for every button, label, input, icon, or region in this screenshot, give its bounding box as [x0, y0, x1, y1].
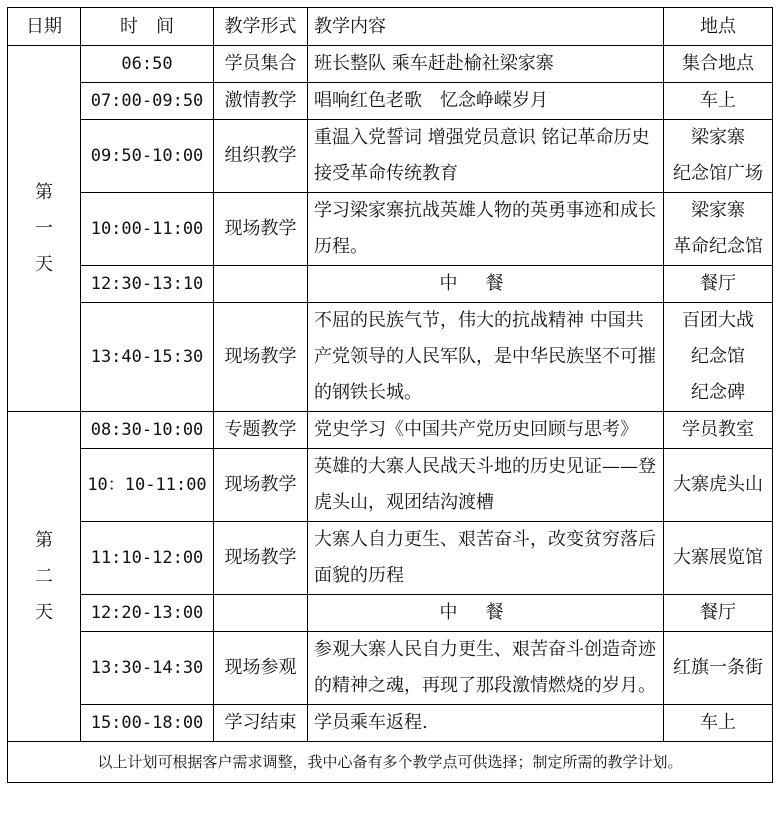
place-cell: [664, 193, 773, 266]
place-line: 革命纪念馆: [673, 236, 763, 257]
place-line: 纪念馆广场: [673, 163, 763, 184]
form-cell: [214, 595, 308, 632]
table-row: [8, 266, 773, 303]
time-cell: 06:50: [81, 46, 214, 83]
content-cell: 班长整队 乘车赶赴榆社梁家寨: [308, 46, 664, 83]
time-cell: 13:40-15:30: [81, 303, 214, 412]
footer-row: [8, 742, 773, 783]
table-row: [8, 595, 773, 632]
content-cell: 学习梁家寨抗战英雄人物的英勇事迹和成长历程。: [308, 193, 664, 266]
place-line: 梁家寨: [691, 127, 745, 148]
place-cell: [664, 522, 773, 595]
place-line: 车上: [700, 712, 736, 733]
place-line: 纪念碑: [691, 382, 745, 403]
table-row: [8, 522, 773, 595]
header-content: 教学内容: [308, 8, 664, 46]
form-cell: 激情教学: [214, 83, 308, 120]
table-row: [8, 632, 773, 705]
place-line: 梁家寨: [691, 200, 745, 221]
form-cell: 现场教学: [214, 522, 308, 595]
day-label-char: 第: [35, 529, 53, 551]
header-form: 教学形式: [214, 8, 308, 46]
form-cell: 现场参观: [214, 632, 308, 705]
place-line: 纪念馆: [691, 346, 745, 367]
content-cell: 不屈的民族气节，伟大的抗战精神 中国共产党领导的人民军队，是中华民族坚不可摧的钢铁长城。: [308, 303, 664, 412]
table-row: [8, 303, 773, 412]
day-label-char: 天: [35, 601, 53, 623]
time-cell: 10:00-11:00: [81, 193, 214, 266]
content-cell: 参观大寨人民自力更生、艰苦奋斗创造奇迹的精神之魂，再现了那段激情燃烧的岁月。: [308, 632, 664, 705]
day-label: [8, 46, 81, 412]
content-cell: 党史学习《中国共产党历史回顾与思考》: [308, 412, 664, 449]
day-label-char: 天: [35, 253, 53, 275]
place-line: 餐厅: [700, 602, 736, 623]
content-cell: 中餐: [308, 595, 664, 632]
table-row: [8, 705, 773, 742]
place-line: 学员教室: [682, 419, 754, 440]
content-cell: 英雄的大寨人民战天斗地的历史见证——登虎头山，观团结沟渡槽: [308, 449, 664, 522]
place-cell: [664, 303, 773, 412]
place-cell: [664, 266, 773, 303]
form-cell: 组织教学: [214, 120, 308, 193]
time-cell: 12:20-13:00: [81, 595, 214, 632]
table-row: [8, 193, 773, 266]
day-label: [8, 412, 81, 742]
content-cell: 重温入党誓词 增强党员意识 铭记革命历史 接受革命传统教育: [308, 120, 664, 193]
time-cell: 12:30-13:10: [81, 266, 214, 303]
time-cell: 08:30-10:00: [81, 412, 214, 449]
place-line: 红旗一条街: [673, 657, 763, 678]
place-cell: [664, 120, 773, 193]
schedule-table: [7, 7, 773, 783]
table-row: [8, 46, 773, 83]
day-label-char: 二: [35, 565, 53, 587]
place-line: 百团大战: [682, 310, 754, 331]
form-cell: 专题教学: [214, 412, 308, 449]
footer-note: 以上计划可根据客户需求调整，我中心备有多个教学点可供选择；制定所需的教学计划。: [8, 742, 773, 783]
day-label-char: 第: [35, 181, 53, 203]
place-cell: [664, 412, 773, 449]
content-cell: 唱响红色老歌 忆念峥嵘岁月: [308, 83, 664, 120]
schedule-body: [8, 46, 773, 742]
content-cell: 大寨人自力更生、艰苦奋斗，改变贫穷落后面貌的历程: [308, 522, 664, 595]
day-label-char: 一: [35, 217, 53, 239]
place-cell: [664, 83, 773, 120]
time-cell: 13:30-14:30: [81, 632, 214, 705]
form-cell: 学员集合: [214, 46, 308, 83]
header-place: 地点: [664, 8, 773, 46]
place-cell: [664, 632, 773, 705]
place-cell: [664, 595, 773, 632]
table-row: [8, 83, 773, 120]
table-row: [8, 449, 773, 522]
schedule-container: [7, 7, 773, 783]
place-cell: [664, 46, 773, 83]
place-line: 大寨展览馆: [673, 547, 763, 568]
place-line: 车上: [700, 90, 736, 111]
form-cell: [214, 266, 308, 303]
table-row: [8, 412, 773, 449]
header-day: 日期: [8, 8, 81, 46]
time-cell: 09:50-10:00: [81, 120, 214, 193]
time-cell: 10：10-11:00: [81, 449, 214, 522]
place-line: 大寨虎头山: [673, 474, 763, 495]
content-cell: 学员乘车返程.: [308, 705, 664, 742]
header-time: 时 间: [81, 8, 214, 46]
place-line: 餐厅: [700, 273, 736, 294]
time-cell: 15:00-18:00: [81, 705, 214, 742]
form-cell: 现场教学: [214, 449, 308, 522]
place-cell: [664, 705, 773, 742]
form-cell: 现场教学: [214, 303, 308, 412]
content-cell: 中餐: [308, 266, 664, 303]
place-cell: [664, 449, 773, 522]
time-cell: 07:00-09:50: [81, 83, 214, 120]
form-cell: 现场教学: [214, 193, 308, 266]
place-line: 集合地点: [682, 53, 754, 74]
time-cell: 11:10-12:00: [81, 522, 214, 595]
header-row: [8, 8, 773, 46]
table-row: [8, 120, 773, 193]
form-cell: 学习结束: [214, 705, 308, 742]
